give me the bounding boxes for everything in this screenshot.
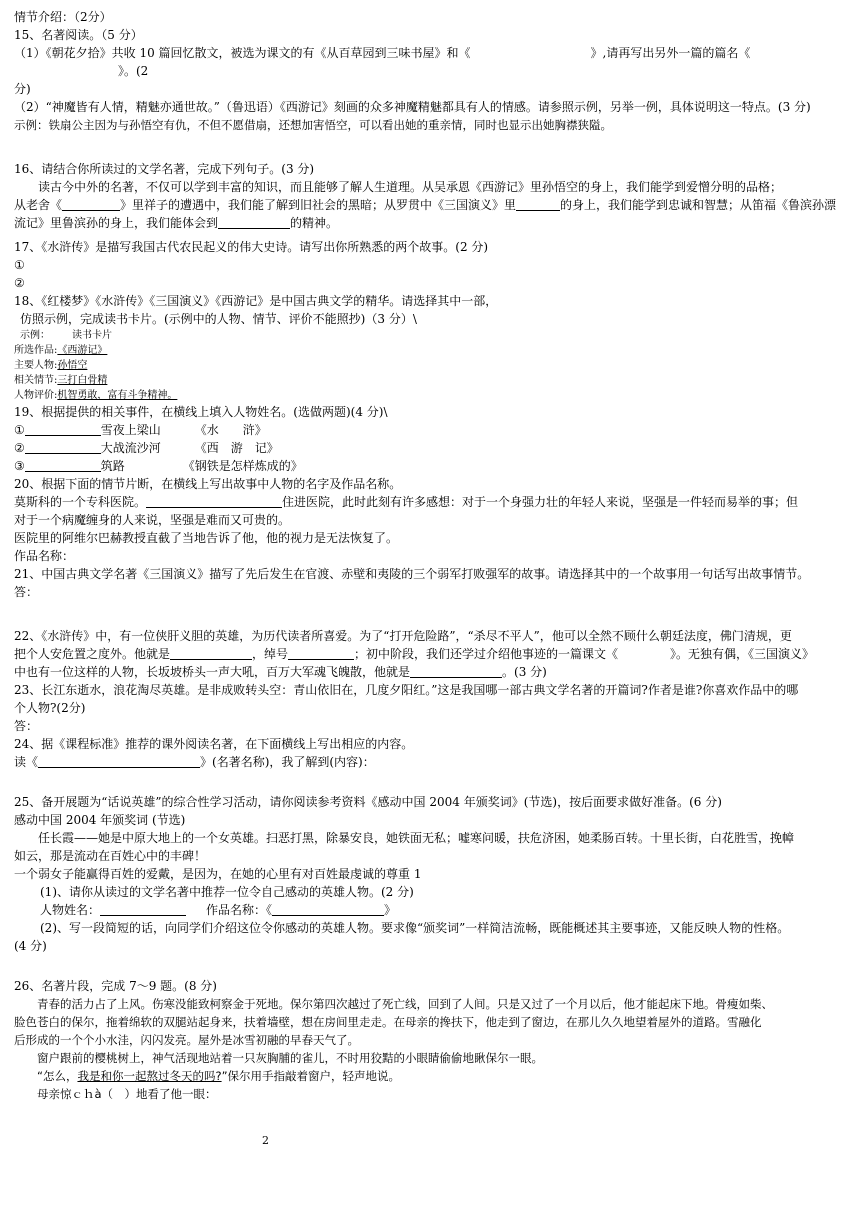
q26-para-2: 脸色苍白的保尔，拖着绵软的双腿站起身来，扶着墙壁，想在房间里走走。在母亲的搀扶下，他走到了窗边，在那儿久久地望着屋外的道路。雪融化 [14, 1015, 762, 1029]
q22-para-a: 22、《水浒传》中，有一位侠肝义胆的英雄，为历代读者所喜爱。为了“打开危险路”，“杀尽不平人”，他可以全然不顾什么朝廷法度，佛门清规，更 [14, 629, 792, 643]
q24-line: 读《 》(名著名称)，我了解到(内容)： [14, 755, 375, 769]
q26-para-3: 后形成的一个个小水洼，闪闪发亮。屋外是冰雪初融的早春天气了。 [14, 1033, 359, 1047]
q17-item-2: ② [14, 276, 25, 290]
q19-blank-2[interactable] [25, 441, 101, 454]
q20-para-a: 莫斯科的一个专科医院。 住进医院，此时此刻有许多感想：对于一个身强力壮的年轻人来说，坚强是一件轻而易举的事；但 [14, 495, 799, 509]
q23-answer: 答： [14, 719, 39, 733]
q22-para-b: 把个人安危置之度外。他就是 ，绰号 ；初中阶段，我们还学过介绍他事迹的一篇课文《 》。无独有偶，《三国演义》 [14, 647, 815, 661]
q25-part-2-score: (4 分) [14, 939, 47, 953]
q18-card-eval: 人物评价:机智勇敢，富有斗争精神。 [14, 390, 178, 401]
q15-example: 示例：铁扇公主因为与孙悟空有仇，不但不愿借扇，还想加害悟空，可以看出她的重亲情，同时也显示出她胸襟狭隘。 [14, 118, 612, 132]
q22-para-c: 中也有一位这样的人物，长坂坡桥头一声大吼，百万大军魂飞魄散，他就是 。(3 分) [14, 665, 547, 679]
q15-part2: （2）“神魔皆有人情，精魅亦通世故。”（鲁迅语）《西游记》刻画的众多神魔精魅都具有人的情感。请参照示例，另举一例，具体说明这一特点。(3 分) [14, 100, 811, 114]
q25-para-2: 如云，那是流动在百姓心中的丰碑！ [14, 849, 207, 863]
q23-para-a: 23、长江东逝水，浪花淘尽英雄。是非成败转头空：青山依旧在，几度夕阳红。”这是我国哪一部古典文学名著的开篇词?作者是谁?你喜欢作品中的哪 [14, 683, 799, 697]
q19-row-3: ③ 筑路 《钢铁是怎样炼成的》 [14, 459, 303, 473]
plot-intro-line: 情节介绍：（2分） [14, 10, 112, 24]
q15-title: 15、名著阅读。（5 分） [14, 28, 143, 42]
q16-para-a: 读古今中外的名著，不仅可以学到丰富的知识，而且能够了解人生道理。从吴承恩《西游记》里孙悟空的身上，我们能学到爱憎分明的品格； [38, 180, 783, 194]
q26-para-1: 青春的活力占了上风。伤寒没能致柯察金于死地。保尔第四次越过了死亡线，回到了人间。只是又过了一个月以后，他才能起床下地。骨瘦如柴、 [37, 997, 773, 1011]
q25-name-blank[interactable] [100, 903, 186, 916]
q22-blank-3[interactable] [410, 665, 502, 678]
q15-part1: （1）《朝花夕拾》共收 10 篇回忆散文，被选为课文的有《从百草园到三味书屋》和《 》,请再写出另外一篇的篇名《》。(2 [14, 46, 751, 78]
q24-title: 24、据《课程标准》推荐的课外阅读名著，在下面横线上写出相应的内容。 [14, 737, 414, 751]
page-number: 2 [262, 1134, 269, 1147]
q19-row-2: ② 大战流沙河 《西 游 记》 [14, 441, 279, 455]
q19-blank-3[interactable] [25, 459, 101, 472]
q25-title: 25、备开展题为“话说英雄”的综合性学习活动，请你阅读参考资料《感动中国 2004 年颁奖词》(节选)，按后面要求做好准备。(6 分) [14, 795, 722, 809]
q20-title: 20、根据下面的情节片断，在横线上写出故事中人物的名字及作品名称。 [14, 477, 402, 491]
q19-row-1: ① 雪夜上梁山 《水 浒》 [14, 423, 267, 437]
q25-para-1: 任长霞——她是中原大地上的一个女英雄。扫恶打黑，除暴安良，她铁面无私；嘘寒问暖，扶危济困，她柔肠百转。十里长街，白花胜雪，挽幛 [38, 831, 795, 845]
q17-title: 17、《水浒传》是描写我国古代农民起义的伟大史诗。请写出你所熟悉的两个故事。(2 分) [14, 240, 489, 254]
q19-title: 19、根据提供的相关事件，在横线上填入人物姓名。(选做两题)(4 分)\ [14, 405, 388, 419]
q21-title: 21、中国古典文学名著《三国演义》描写了先后发生在官渡、赤壁和夷陵的三个弱军打败强军的故事。请选择其中的一个故事用一句话写出故事情节。 [14, 567, 810, 581]
q23-para-b: 个人物?(2分) [14, 701, 86, 715]
document-page [14, 8, 848, 1103]
q25-para-3: 一个弱女子能赢得百姓的爱戴，是因为，在她的心里有对百姓最虔诚的尊重 1 [14, 867, 422, 881]
q16-para-c: 流记》里鲁滨孙的身上，我们能体会到 的精神。 [14, 216, 339, 230]
q26-title: 26、名著片段，完成 7～9 题。(8 分) [14, 979, 217, 993]
q25-sub: 感动中国 2004 年颁奖词 (节选) [14, 813, 186, 827]
q18-example-row: 示例： 读书卡片 [20, 330, 112, 341]
q25-fill-row: 人物姓名： 作品名称：《 》 [40, 903, 397, 917]
q26-para-6: 母亲惊ｃｈà（ ）地看了他一眼： [37, 1087, 217, 1101]
q26-para-5: “怎么，我是和你一起熬过冬天的吗?”保尔用手指敲着窗户，轻声地说。 [37, 1069, 401, 1083]
q18-sub: 仿照示例，完成读书卡片。(示例中的人物、情节、评价不能照抄)（3 分）\ [20, 312, 417, 326]
q24-blank[interactable] [38, 755, 200, 768]
q25-part-1: (1)、请你从读过的文学名著中推荐一位令自己感动的英雄人物。(2 分) [40, 885, 414, 899]
q20-work: 作品名称： [14, 549, 75, 563]
q15-part1-end: 分) [14, 82, 31, 96]
q16-blank-2[interactable] [516, 198, 560, 211]
q18-card-plot: 相关情节:三打白骨精 [14, 375, 108, 386]
q17-item-1: ① [14, 258, 25, 272]
q22-blank-1[interactable] [170, 647, 252, 660]
q26-para-4: 窗户跟前的樱桃树上，神气活现地站着一只灰胸脯的雀儿，不时用狡黠的小眼睛偷偷地瞅保尔一眼。 [37, 1051, 543, 1065]
q16-para-b: 从老舍《 》里祥子的遭遇中，我们能了解到旧社会的黑暗；从罗贯中《三国演义》里 的身上，我们能学到忠诚和智慧；从笛福《鲁滨孙漂 [14, 198, 837, 212]
q25-work-blank[interactable] [272, 903, 384, 916]
q21-answer: 答： [14, 585, 39, 599]
q25-part-2: (2)、写一段简短的话，向同学们介绍这位令你感动的英雄人物。要求像“颁奖词”一样简洁流畅，既能概述其主要事迹，又能反映人物的性格。 [40, 921, 790, 935]
q18-card-work: 所选作品:《西游记》 [14, 345, 108, 356]
q16-blank-3[interactable] [218, 216, 290, 229]
q20-para-b: 对于一个病魔缠身的人来说，坚强是难而又可贵的。 [14, 513, 291, 527]
q22-blank-2[interactable] [288, 647, 354, 660]
q20-blank-name[interactable] [146, 495, 282, 508]
q20-para-c: 医院里的阿维尔巴赫教授直截了当地告诉了他，他的视力是无法恢复了。 [14, 531, 399, 545]
q19-blank-1[interactable] [25, 423, 101, 436]
q16-blank-1[interactable] [62, 198, 120, 211]
q18-card-person: 主要人物:孙悟空 [14, 360, 88, 371]
q16-title: 16、请结合你所读过的文学名著，完成下列句子。(3 分) [14, 162, 315, 176]
q18-title: 18、《红楼梦》《水浒传》《三国演义》《西游记》是中国古典文学的精华。请选择其中一部， [14, 294, 498, 308]
